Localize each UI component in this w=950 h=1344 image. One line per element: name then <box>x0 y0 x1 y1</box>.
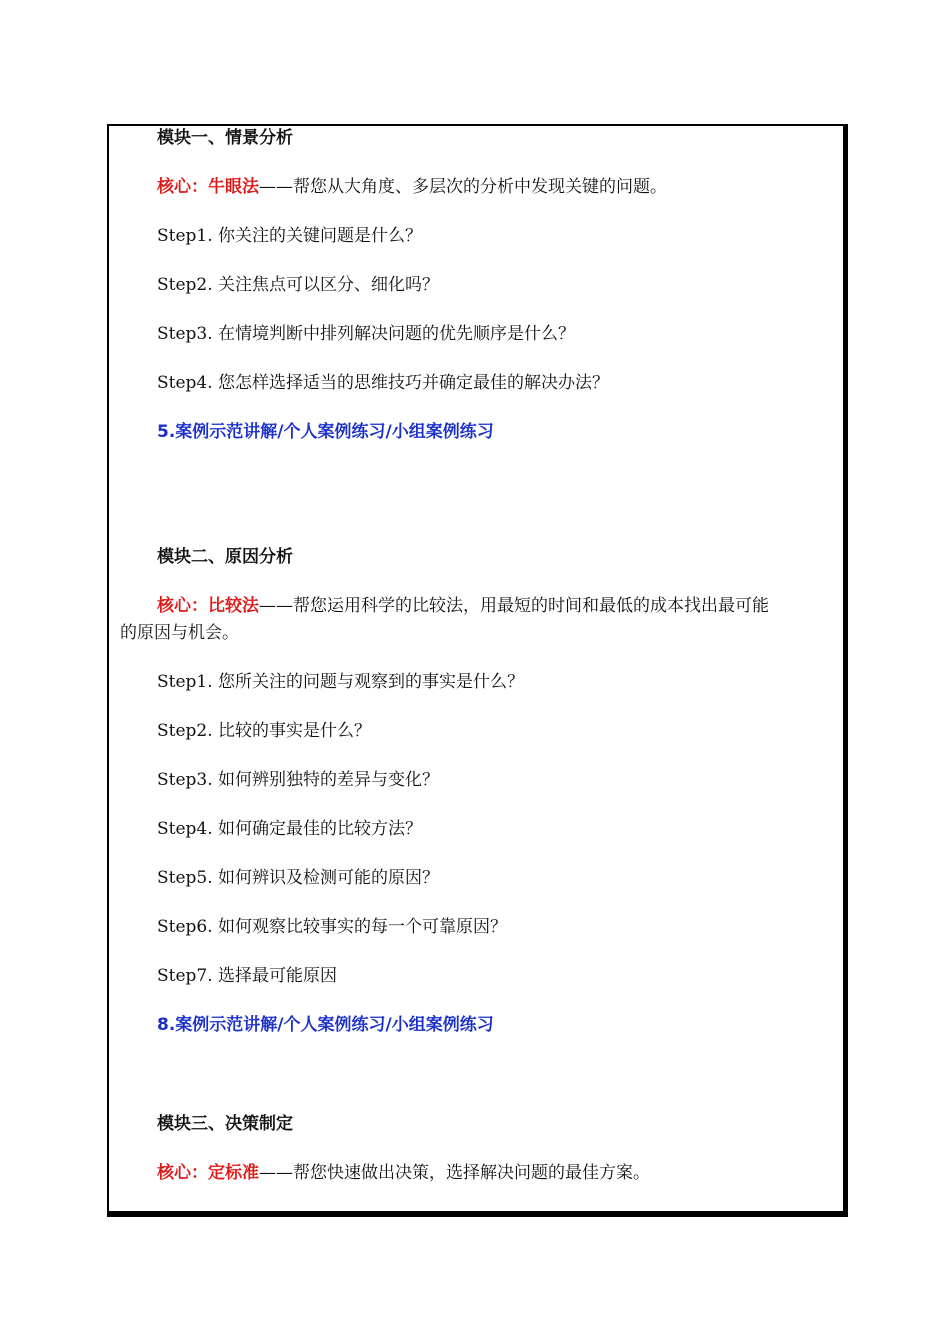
module2-core <box>157 595 769 617</box>
module1-core-label: 核心： <box>157 177 208 197</box>
module1-practice: 5.案例示范讲解/个人案例练习/小组案例练习 <box>157 422 494 442</box>
module2-core-desc-cont: 的原因与机会。 <box>120 623 239 643</box>
module1-title: 模块一、情景分析 <box>157 128 293 148</box>
module2-core-desc: ——帮您运用科学的比较法，用最短的时间和最低的成本找出最可能 <box>259 596 769 616</box>
module3-core-label: 核心： <box>157 1163 208 1183</box>
module1-step: Step2. 关注焦点可以区分、细化吗？ <box>157 275 440 295</box>
module1-step: Step1. 你关注的关键问题是什么？ <box>157 226 423 246</box>
module1-step: Step3. 在情境判断中排列解决问题的优先顺序是什么？ <box>157 324 576 344</box>
module3-title: 模块三、决策制定 <box>157 1114 293 1134</box>
module2-step: Step1. 您所关注的问题与观察到的事实是什么？ <box>157 672 525 692</box>
module1-step: Step4. 您怎样选择适当的思维技巧并确定最佳的解决办法？ <box>157 373 610 393</box>
module1-core-method: 牛眼法 <box>208 177 259 197</box>
module2-core-method: 比较法 <box>208 596 259 616</box>
module2-core-label: 核心： <box>157 596 208 616</box>
module1-core <box>157 176 667 198</box>
module2-title: 模块二、原因分析 <box>157 547 293 567</box>
module2-step: Step6. 如何观察比较事实的每一个可靠原因？ <box>157 917 508 937</box>
module3-core <box>157 1162 650 1184</box>
module3-core-desc: ——帮您快速做出决策，选择解决问题的最佳方案。 <box>259 1163 650 1183</box>
module2-step: Step3. 如何辨别独特的差异与变化？ <box>157 770 440 790</box>
module1-core-desc: ——帮您从大角度、多层次的分析中发现关键的问题。 <box>259 177 667 197</box>
module2-step: Step5. 如何辨识及检测可能的原因？ <box>157 868 440 888</box>
module2-practice: 8.案例示范讲解/个人案例练习/小组案例练习 <box>157 1015 494 1035</box>
module3-core-method: 定标准 <box>208 1163 259 1183</box>
module2-step: Step7. 选择最可能原因 <box>157 966 338 986</box>
module2-step: Step2. 比较的事实是什么？ <box>157 721 372 741</box>
module2-step: Step4. 如何确定最佳的比较方法？ <box>157 819 423 839</box>
